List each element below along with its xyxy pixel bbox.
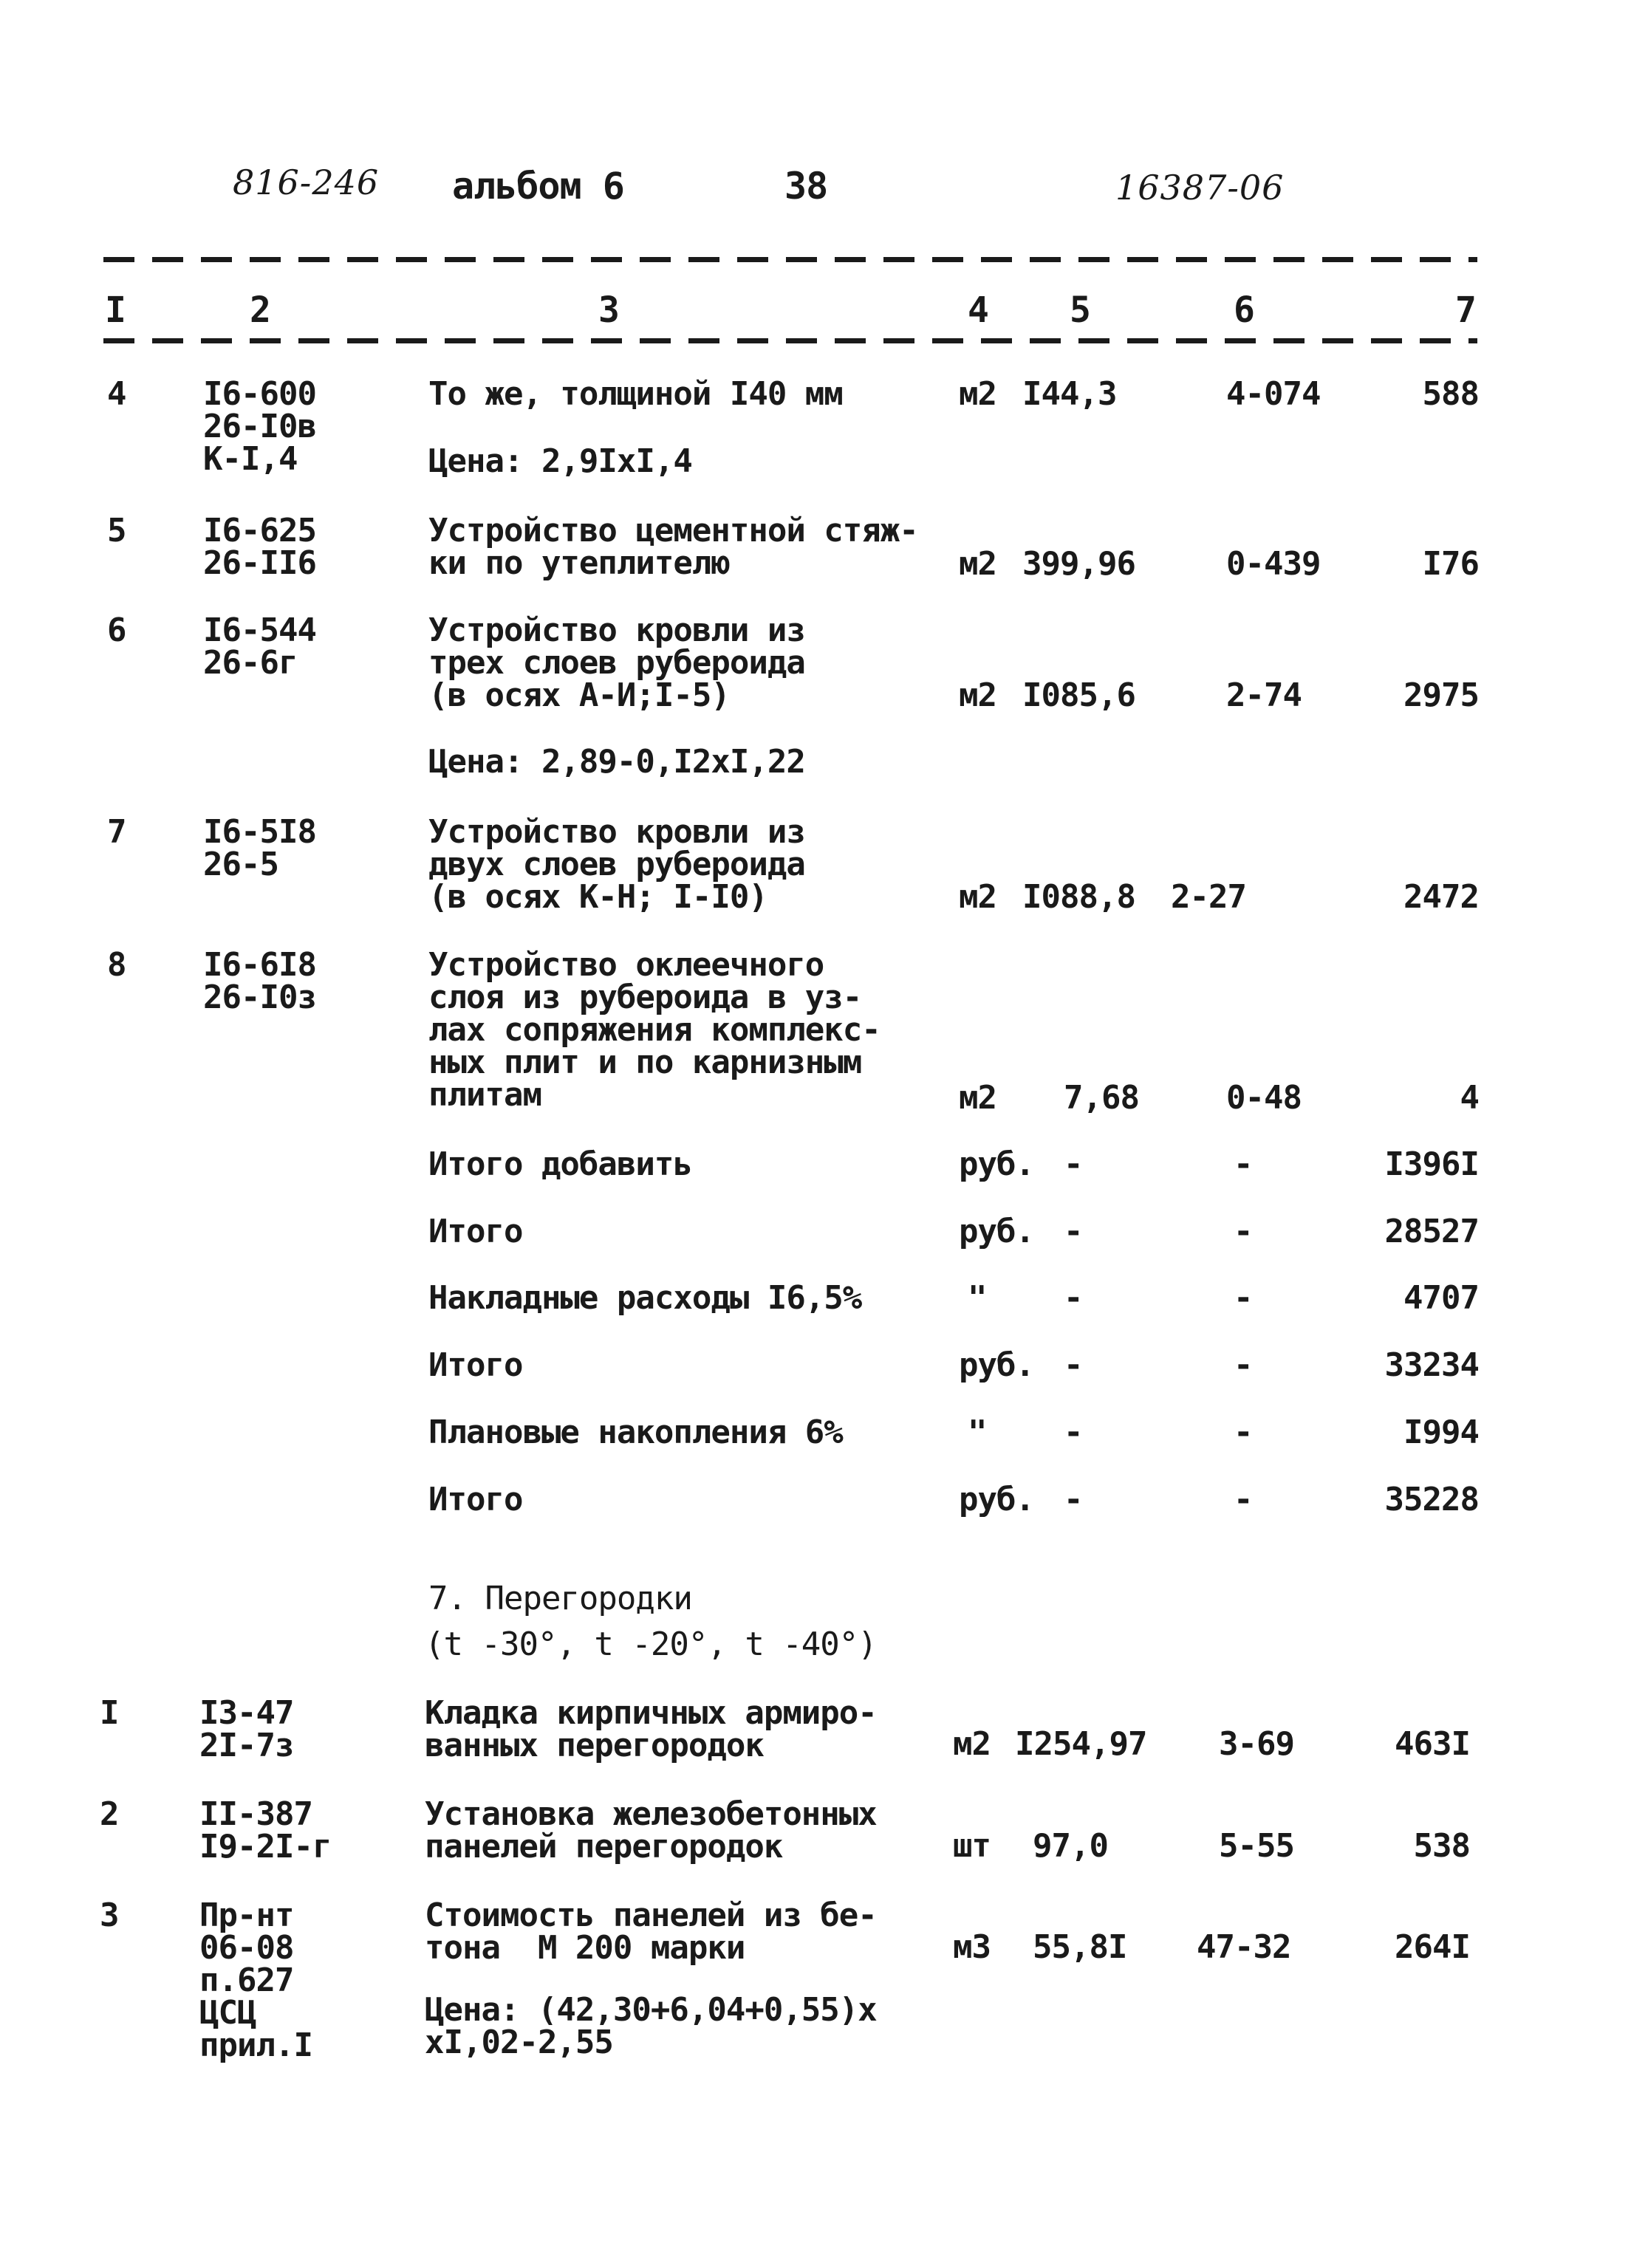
row-total: 538: [1413, 1827, 1470, 1865]
total-price: -: [1234, 1145, 1253, 1183]
row-total: 4: [1460, 1079, 1479, 1117]
total-unit: руб.: [959, 1213, 1034, 1250]
row-unit-price: 2-74: [1226, 676, 1302, 714]
row-unit-price: 3-69: [1219, 1725, 1294, 1763]
row-total: 264I: [1395, 1928, 1470, 1966]
row-number: 6: [107, 611, 126, 649]
row-quantity: I254,97: [1015, 1725, 1147, 1763]
col-header-2: 2: [250, 290, 270, 331]
total-label: Итого: [428, 1213, 523, 1250]
total-price: -: [1234, 1414, 1253, 1451]
row-description: Установка железобетонных панелей перегородок: [425, 1795, 877, 1866]
row-unit-price: 0-48: [1226, 1079, 1302, 1117]
total-label: Итого добавить: [428, 1145, 692, 1183]
row-code: I6-6I8 26-I0з: [203, 946, 316, 1016]
row-code: I6-5I8 26-5: [203, 813, 316, 883]
total-label: Итого: [428, 1481, 523, 1518]
row-code: I3-47 2I-7з: [199, 1694, 294, 1764]
row-unit: м2: [953, 1725, 991, 1763]
total-quantity: -: [1064, 1346, 1083, 1384]
row-unit: м2: [959, 545, 996, 583]
total-quantity: -: [1064, 1279, 1083, 1317]
total-value: I994: [1403, 1414, 1479, 1451]
row-quantity: 97,0: [1033, 1827, 1108, 1865]
row-description: Устройство кровли из трех слоев рубероида (в осях А-И;I-5): [428, 611, 805, 714]
row-number: 8: [107, 946, 126, 984]
row-description: То же, толщиной I40 мм: [428, 375, 843, 413]
row-unit-price: 0-439: [1226, 545, 1321, 583]
doc-code: 816-246: [233, 162, 380, 202]
row-total: 588: [1422, 375, 1479, 413]
row-unit-price: 4-074: [1226, 375, 1321, 413]
total-quantity: -: [1064, 1213, 1083, 1250]
row-unit: м2: [959, 375, 996, 413]
row-number: 3: [100, 1897, 119, 1934]
total-value: 28527: [1384, 1213, 1479, 1250]
row-code: I6-544 26-6г: [203, 611, 316, 682]
col-header-1: I: [105, 290, 126, 331]
reg-number: 16387-06: [1115, 168, 1285, 208]
album-label: альбом 6: [452, 165, 624, 208]
row-unit: м3: [953, 1928, 991, 1966]
row-total: 463I: [1395, 1725, 1470, 1763]
total-value: 4707: [1403, 1279, 1479, 1317]
row-quantity: I44,3: [1022, 375, 1117, 413]
row-price-note: Цена: (42,30+6,04+0,55)х хI,02-2,55: [425, 1991, 877, 2061]
row-code: I6-625 26-II6: [203, 512, 316, 582]
row-total: I76: [1422, 545, 1479, 583]
total-price: -: [1234, 1279, 1253, 1317]
total-quantity: -: [1064, 1145, 1083, 1183]
total-unit: руб.: [959, 1145, 1034, 1183]
row-price-note: Цена: 2,89-0,I2хI,22: [428, 743, 805, 781]
row-description: Стоимость панелей из бе- тона М 200 марки: [425, 1897, 877, 1967]
row-code: I6-600 26-I0в К-I,4: [203, 375, 316, 478]
row-total: 2975: [1403, 676, 1479, 714]
header-divider-top: [103, 257, 1477, 262]
total-value: 33234: [1384, 1346, 1479, 1384]
total-value: 35228: [1384, 1481, 1479, 1518]
col-header-5: 5: [1070, 290, 1090, 331]
row-quantity: I085,6: [1022, 676, 1135, 714]
total-unit: ": [968, 1279, 987, 1317]
total-value: I396I: [1384, 1145, 1479, 1183]
page-number: 38: [784, 165, 828, 208]
section-subtitle: (t -30°, t -20°, t -40°): [425, 1625, 877, 1663]
row-unit-price: 5-55: [1219, 1827, 1294, 1865]
row-number: 2: [100, 1795, 119, 1833]
row-description: Устройство цементной стяж- ки по утеплителю: [428, 512, 918, 582]
row-total: 2472: [1403, 878, 1479, 916]
row-unit-price: 2-27: [1171, 878, 1246, 916]
row-description: Устройство кровли из двух слоев рубероида (в осях К-Н; I-I0): [428, 813, 805, 916]
total-price: -: [1234, 1481, 1253, 1518]
col-header-6: 6: [1234, 290, 1254, 331]
col-header-4: 4: [968, 290, 988, 331]
row-number: 4: [107, 375, 126, 413]
total-unit: руб.: [959, 1346, 1034, 1384]
row-price-note: Цена: 2,9IхI,4: [428, 442, 692, 480]
row-unit: м2: [959, 1079, 996, 1117]
row-number: I: [100, 1694, 119, 1732]
row-quantity: 7,68: [1064, 1079, 1139, 1117]
row-unit: м2: [959, 676, 996, 714]
row-unit: м2: [959, 878, 996, 916]
total-price: -: [1234, 1213, 1253, 1250]
total-label: Итого: [428, 1346, 523, 1384]
row-unit: шт: [953, 1827, 991, 1865]
row-code: II-387 I9-2I-г: [199, 1795, 332, 1866]
total-label: Плановые накопления 6%: [428, 1414, 843, 1451]
row-number: 7: [107, 813, 126, 851]
header-divider-bottom: [103, 338, 1477, 343]
total-unit: руб.: [959, 1481, 1034, 1518]
row-quantity: 399,96: [1022, 545, 1135, 583]
col-header-3: 3: [598, 290, 619, 331]
row-quantity: 55,8I: [1033, 1928, 1127, 1966]
total-quantity: -: [1064, 1481, 1083, 1518]
row-description: Устройство оклеечного слоя из рубероида в уз- лах сопряжения комплекс- ных плит и по карнизным плитам: [428, 946, 881, 1114]
row-unit-price: 47-32: [1197, 1928, 1291, 1966]
total-quantity: -: [1064, 1414, 1083, 1451]
section-title: 7. Перегородки: [428, 1580, 692, 1617]
total-unit: ": [968, 1414, 987, 1451]
row-quantity: I088,8: [1022, 878, 1135, 916]
row-description: Кладка кирпичных армиро- ванных перегородок: [425, 1694, 877, 1764]
total-label: Накладные расходы I6,5%: [428, 1279, 862, 1317]
row-code: Пр-нт 06-08 п.627 ЦСЦ прил.I: [199, 1897, 312, 2064]
total-price: -: [1234, 1346, 1253, 1384]
col-header-7: 7: [1455, 290, 1476, 331]
row-number: 5: [107, 512, 126, 549]
